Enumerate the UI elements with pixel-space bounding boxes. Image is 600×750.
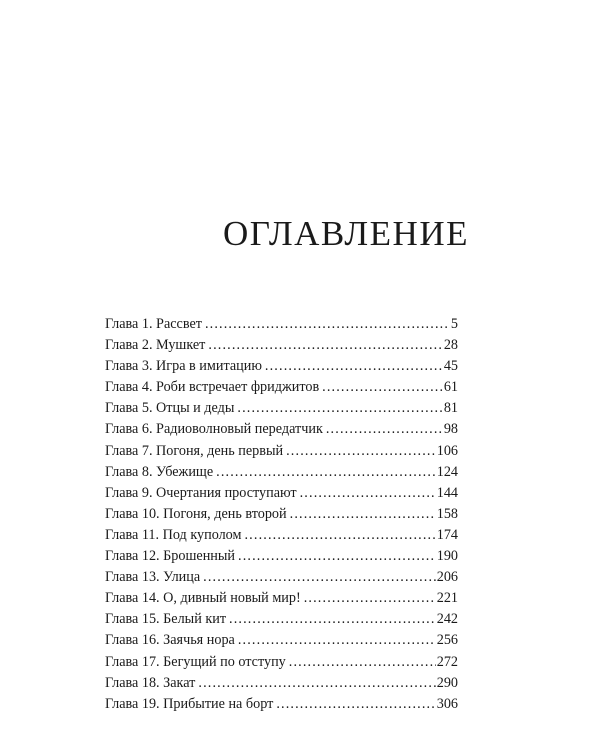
page-number: 5 xyxy=(450,316,458,332)
chapter-title: Глава 14. О, дивный новый мир! xyxy=(105,590,301,607)
page-number: 158 xyxy=(436,505,458,522)
dot-leader xyxy=(238,548,436,565)
toc-entry xyxy=(105,506,458,527)
toc-entry xyxy=(105,654,458,675)
page-number: 306 xyxy=(436,695,458,712)
page-number: 272 xyxy=(436,653,458,670)
chapter-title: Глава 7. Погоня, день первый xyxy=(105,442,284,459)
toc-entry xyxy=(105,464,458,485)
chapter-title: Глава 5. Отцы и деды xyxy=(105,400,235,417)
toc-entry xyxy=(105,611,458,632)
toc-entry xyxy=(105,548,458,569)
dot-leader xyxy=(304,590,436,607)
toc-entry xyxy=(105,590,458,611)
page-number: 28 xyxy=(443,337,458,354)
page-number: 174 xyxy=(436,526,458,543)
page-number: 221 xyxy=(436,590,458,607)
page-number: 190 xyxy=(436,548,458,565)
dot-leader xyxy=(205,316,450,333)
toc-entry xyxy=(105,569,458,590)
chapter-title: Глава 18. Закат xyxy=(105,674,196,691)
chapter-title: Глава 10. Погоня, день второй xyxy=(105,505,287,522)
chapter-title: Глава 4. Роби встречает фриджитов xyxy=(105,379,320,396)
chapter-title: Глава 16. Заячья нора xyxy=(105,632,235,649)
dot-leader xyxy=(238,632,436,649)
chapter-title: Глава 15. Белый кит xyxy=(105,611,227,628)
toc-entry xyxy=(105,358,458,379)
chapter-title: Глава 6. Радиоволновый передатчик xyxy=(105,421,323,438)
chapter-title: Глава 19. Прибытие на борт xyxy=(105,695,274,712)
toc-entry xyxy=(105,379,458,400)
page-number: 290 xyxy=(436,674,458,691)
page-number: 206 xyxy=(436,569,458,586)
chapter-title: Глава 3. Игра в имитацию xyxy=(105,358,262,375)
page-number: 242 xyxy=(436,611,458,628)
dot-leader xyxy=(300,485,436,502)
toc-entry xyxy=(105,527,458,548)
page-number: 81 xyxy=(443,400,458,417)
table-of-contents xyxy=(105,316,458,717)
dot-leader xyxy=(290,506,436,523)
chapter-title: Глава 13. Улица xyxy=(105,569,201,586)
dot-leader xyxy=(326,421,443,438)
dot-leader xyxy=(276,696,435,713)
dot-leader xyxy=(216,464,436,481)
dot-leader xyxy=(244,527,435,544)
dot-leader xyxy=(208,337,442,354)
chapter-title: Глава 11. Под куполом xyxy=(105,526,242,543)
page-number: 124 xyxy=(436,463,458,480)
page-number: 45 xyxy=(443,358,458,375)
page-title: ОГЛАВЛЕНИЕ xyxy=(223,214,469,253)
chapter-title: Глава 9. Очертания проступают xyxy=(105,484,297,501)
dot-leader xyxy=(286,443,436,460)
toc-entry xyxy=(105,400,458,421)
page-number: 256 xyxy=(436,632,458,649)
toc-entry xyxy=(105,443,458,464)
dot-leader xyxy=(229,611,436,628)
toc-entry xyxy=(105,316,458,337)
chapter-title: Глава 2. Мушкет xyxy=(105,337,206,354)
toc-entry xyxy=(105,485,458,506)
chapter-title: Глава 12. Брошенный xyxy=(105,548,236,565)
chapter-title: Глава 8. Убежище xyxy=(105,463,214,480)
page-number: 106 xyxy=(436,442,458,459)
dot-leader xyxy=(203,569,436,586)
chapter-title: Глава 1. Рассвет xyxy=(105,316,202,332)
toc-entry xyxy=(105,421,458,442)
dot-leader xyxy=(265,358,443,375)
toc-entry xyxy=(105,632,458,653)
page-number: 61 xyxy=(443,379,458,396)
chapter-title: Глава 17. Бегущий по отступу xyxy=(105,653,286,670)
dot-leader xyxy=(289,654,436,671)
dot-leader xyxy=(322,379,443,396)
toc-entry xyxy=(105,337,458,358)
toc-entry xyxy=(105,675,458,696)
page-number: 144 xyxy=(436,484,458,501)
page-number: 98 xyxy=(443,421,458,438)
dot-leader xyxy=(237,400,442,417)
toc-entry xyxy=(105,696,458,717)
dot-leader xyxy=(198,675,435,692)
